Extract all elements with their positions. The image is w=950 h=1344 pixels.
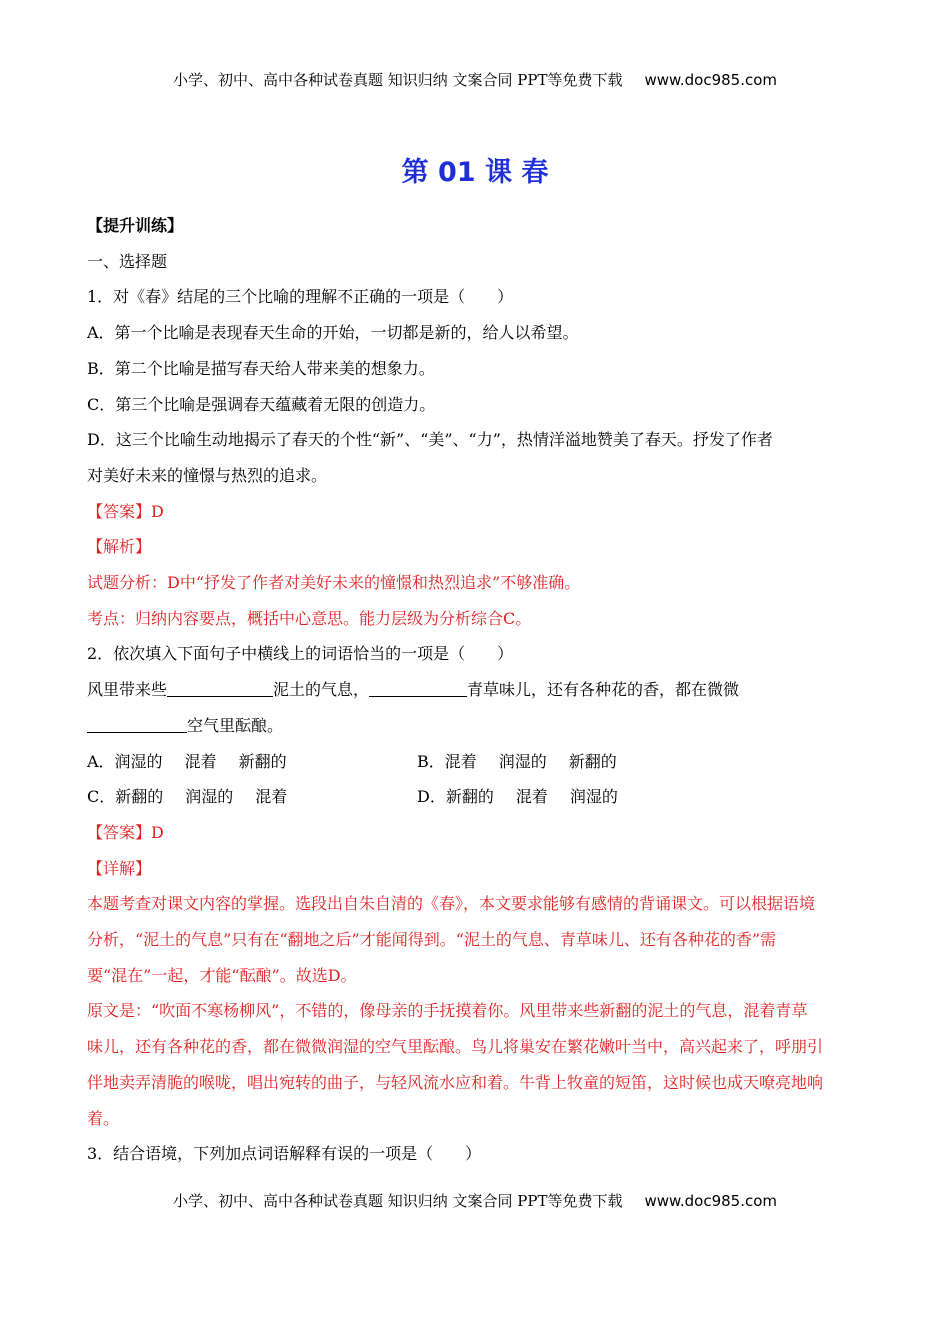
q1-analysis-2: 考点：归纳内容要点，概括中心意思。能力层级为分析综合C。 bbox=[87, 608, 532, 628]
q3-stem: 3．结合语境，下列加点词语解释有误的一项是（ ） bbox=[87, 1144, 482, 1164]
option-word: 润湿的 bbox=[569, 787, 618, 807]
q2-answer-value: D bbox=[151, 822, 164, 842]
option-word: 润湿的 bbox=[498, 751, 547, 771]
q1-answer-value: D bbox=[151, 501, 164, 521]
page-footer bbox=[0, 1190, 950, 1211]
q2-detail-line: 原文是：“吹面不寒杨柳风”，不错的，像母亲的手抚摸着你。风里带来些新翻的泥土的气息，混着青草 bbox=[87, 1001, 808, 1021]
q2-answer bbox=[87, 815, 867, 851]
q1-answer bbox=[87, 494, 867, 530]
section-label: 【提升训练】 bbox=[87, 216, 184, 235]
option-word: 混着 bbox=[184, 751, 217, 771]
option-word: A．润湿的 bbox=[87, 751, 163, 771]
q2-detail-line: 本题考查对课文内容的掌握。选段出自朱自清的《春》，本文要求能够有感情的背诵课文。可以根据语境 bbox=[87, 894, 816, 914]
option-word: C．新翻的 bbox=[87, 787, 164, 807]
q2-detail-line: 伴地卖弄清脆的喉咙，唱出宛转的曲子，与轻风流水应和着。牛背上牧童的短笛，这时候也成天嘹亮地响 bbox=[87, 1072, 824, 1092]
document-body bbox=[87, 208, 867, 1172]
q2-options-row-2 bbox=[87, 779, 867, 815]
q1-option-d-cont: 对美好未来的憧憬与热烈的追求。 bbox=[87, 465, 328, 485]
q1-analysis-1: 试题分析：D中“抒发了作者对美好未来的憧憬和热烈追求”不够准确。 bbox=[87, 573, 581, 593]
q2-sentence-cont bbox=[87, 708, 867, 744]
q1-option-a: A．第一个比喻是表现春天生命的开始，一切都是新的，给人以希望。 bbox=[87, 323, 579, 343]
option-word: 新翻的 bbox=[568, 751, 617, 771]
q2-sentence-part: 空气里酝酿。 bbox=[187, 715, 284, 735]
header-text: 小学、初中、高中各种试卷真题 知识归纳 文案合同 PPT等免费下载 bbox=[172, 71, 623, 89]
q1-answer-label: 【答案】 bbox=[87, 501, 152, 521]
page-header bbox=[0, 69, 950, 90]
fill-blank-1 bbox=[167, 676, 273, 697]
q1-stem: 1．对《春》结尾的三个比喻的理解不正确的一项是（ ） bbox=[87, 287, 514, 307]
q2-option-c bbox=[87, 779, 417, 815]
q2-answer-label: 【答案】 bbox=[87, 822, 152, 842]
option-word: 混着 bbox=[255, 787, 288, 807]
option-word: 新翻的 bbox=[238, 751, 287, 771]
q2-options-row-1 bbox=[87, 744, 867, 780]
footer-site-link[interactable]: www.doc985.com bbox=[644, 1192, 778, 1210]
q2-option-d bbox=[417, 779, 640, 815]
lesson-title: 第 01 课 春 bbox=[401, 157, 549, 188]
q2-sentence-part: 泥土的气息， bbox=[273, 680, 370, 700]
q2-detail-line: 味儿，还有各种花的香，都在微微润湿的空气里酝酿。鸟儿将巢安在繁花嫩叶当中，高兴起来了，呼朋引 bbox=[87, 1037, 824, 1057]
option-word: 润湿的 bbox=[185, 787, 234, 807]
q2-option-b bbox=[417, 744, 639, 780]
header-site-link[interactable]: www.doc985.com bbox=[644, 71, 778, 89]
option-word: B．混着 bbox=[417, 751, 477, 771]
q2-stem: 2．依次填入下面句子中横线上的词语恰当的一项是（ ） bbox=[87, 644, 514, 664]
fill-blank-2 bbox=[369, 676, 467, 697]
q2-detail-line: 着。 bbox=[87, 1108, 120, 1128]
q2-option-a bbox=[87, 744, 417, 780]
q2-detail-line: 分析，“泥土的气息”只有在“翻地之后”才能闻得到。“泥土的气息、青草味儿、还有各种花的香”需 bbox=[87, 930, 777, 950]
option-word: 混着 bbox=[515, 787, 548, 807]
q2-detail-line: 要“混在”一起，才能“酝酿”。故选D。 bbox=[87, 965, 357, 985]
section-heading: 一、选择题 bbox=[87, 251, 168, 271]
q1-option-b: B．第二个比喻是描写春天给人带来美的想象力。 bbox=[87, 358, 435, 378]
q2-sentence-part: 青草味儿，还有各种花的香，都在微微 bbox=[467, 680, 740, 700]
q2-sentence-part: 风里带来些 bbox=[87, 680, 168, 700]
fill-blank-3 bbox=[87, 712, 187, 733]
q2-detail-label: 【详解】 bbox=[87, 858, 152, 878]
q2-sentence bbox=[87, 672, 867, 708]
option-word: D．新翻的 bbox=[417, 787, 494, 807]
q1-analysis-label: 【解析】 bbox=[87, 537, 152, 557]
footer-text: 小学、初中、高中各种试卷真题 知识归纳 文案合同 PPT等免费下载 bbox=[172, 1192, 623, 1210]
q1-option-d: D．这三个比喻生动地揭示了春天的个性“新”、“美”、“力”，热情洋溢地赞美了春天。抒发了作者 bbox=[87, 430, 773, 450]
q1-option-c: C．第三个比喻是强调春天蕴藏着无限的创造力。 bbox=[87, 394, 436, 414]
